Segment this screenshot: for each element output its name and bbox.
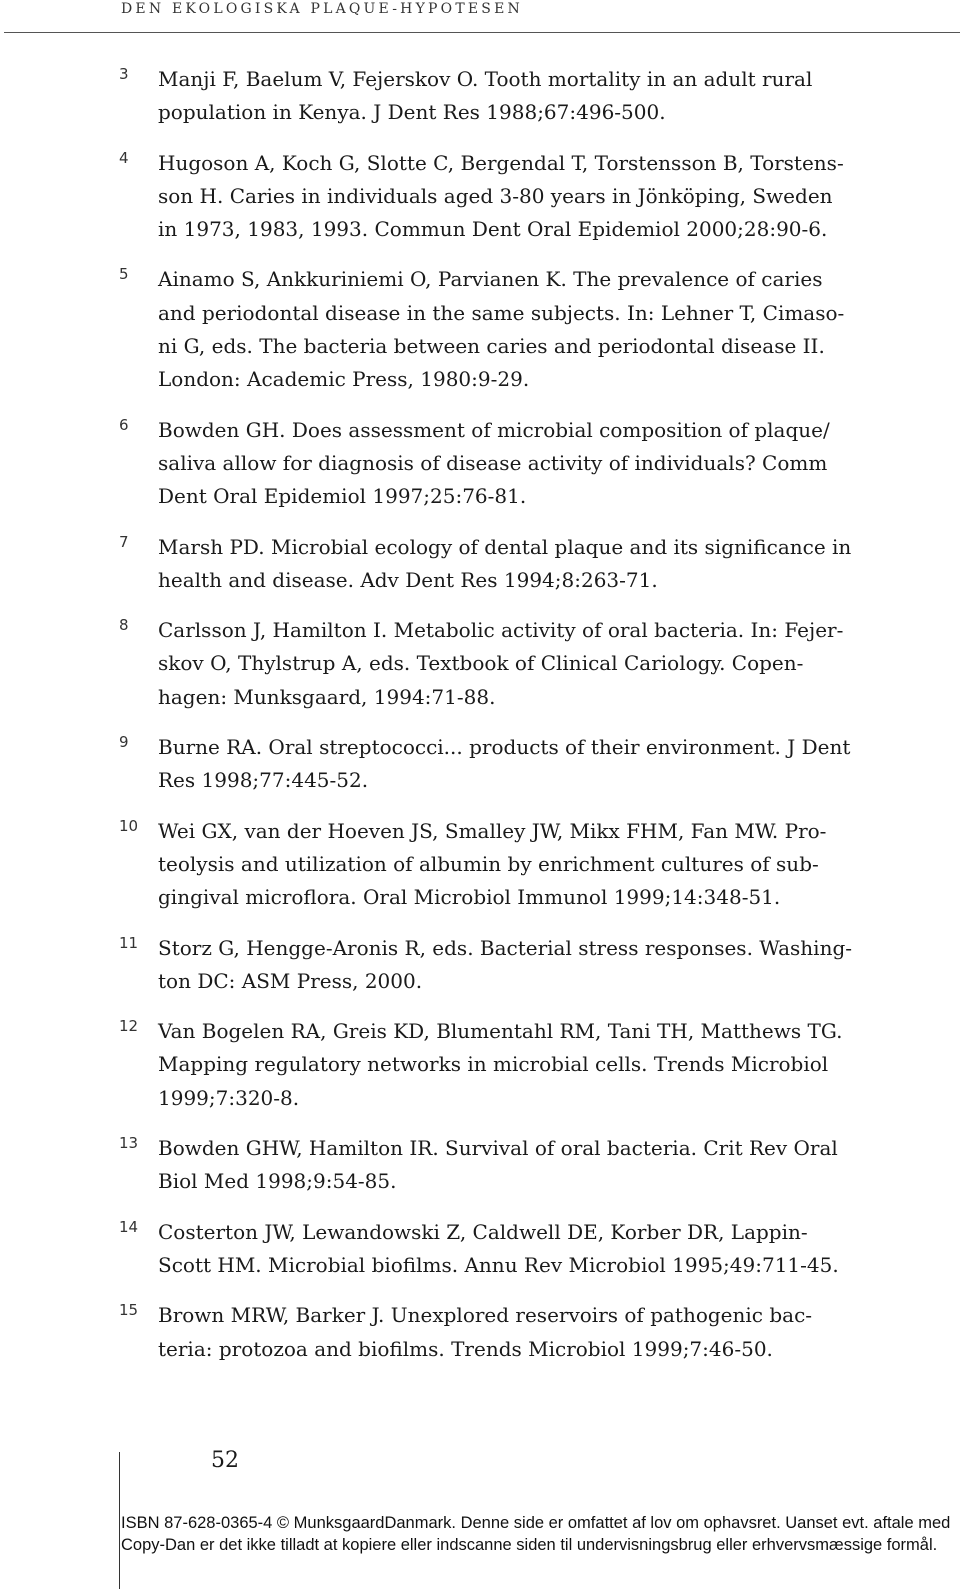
reference-item [0,414,960,514]
reference-text [158,531,918,598]
reference-line: teolysis and utilization of albumin by enrichment cultures of sub- [158,851,819,876]
reference-line: teria: protozoa and biofilms. Trends Microbiol 1999;7:46-50. [158,1336,773,1361]
reference-item [0,63,960,130]
reference-line: ni G, eds. The bacteria between caries and periodontal disease II. [158,334,825,359]
reference-number: 6 [119,415,129,434]
reference-text [158,731,918,798]
reference-text [158,1132,918,1199]
reference-line: Bowden GH. Does assessment of microbial composition of plaque/ [158,417,830,442]
reference-number: 10 [119,816,139,835]
reference-text [158,147,918,247]
reference-item [0,1132,960,1199]
reference-item [0,731,960,798]
reference-line: son H. Caries in individuals aged 3-80 years in Jönköping, Sweden [158,183,833,208]
reference-item [0,932,960,999]
reference-number: 3 [119,65,129,83]
reference-line: gingival microflora. Oral Microbiol Immunol 1999;14:348-51. [158,885,781,910]
reference-item [0,815,960,915]
reference-text [158,1015,918,1115]
reference-item [0,1015,960,1115]
reference-line: Costerton JW, Lewandowski Z, Caldwell DE, Korber DR, Lappin- [158,1219,808,1244]
reference-number: 4 [119,148,129,167]
reference-number: 15 [119,1301,139,1320]
reference-line: Storz G, Hengge-Aronis R, eds. Bacterial stress responses. Washing- [158,935,853,960]
reference-number: 8 [119,616,129,635]
reference-text [158,263,918,396]
reference-line: Hugoson A, Koch G, Slotte C, Bergendal T, Torstensson B, Torstens- [158,150,844,175]
reference-item [0,531,960,598]
reference-line: Scott HM. Microbial biofilms. Annu Rev Microbiol 1995;49:711-45. [158,1252,839,1277]
reference-line: Biol Med 1998;9:54-85. [158,1169,397,1194]
reference-number: 11 [119,933,139,952]
reference-line: in 1973, 1983, 1993. Commun Dent Oral Epidemiol 2000;28:90-6. [158,217,828,242]
reference-number: 9 [119,733,129,752]
reference-line: Manji F, Baelum V, Fejerskov O. Tooth mortality in an adult rural [158,67,813,91]
reference-number: 14 [119,1217,139,1236]
reference-line: Wei GX, van der Hoeven JS, Smalley JW, Mikx FHM, Fan MW. Pro- [158,818,827,843]
reference-text [158,932,918,999]
running-header: DEN EKOLOGISKA PLAQUE-HYPOTESEN [121,1,523,17]
reference-text [158,1299,918,1366]
reference-text [158,414,918,514]
reference-line: hagen: Munksgaard, 1994:71-88. [158,684,496,709]
reference-line: Marsh PD. Microbial ecology of dental plaque and its significance in [158,534,852,559]
reference-item [0,1299,960,1366]
reference-line: population in Kenya. J Dent Res 1988;67:496-500. [158,100,666,125]
copyright-line-2: Copy-Dan er det ikke tilladt at kopiere eller indscanne siden til undervisningsbrug eller erhvervsmæssige formål. [121,1536,938,1554]
reference-line: 1999;7:320-8. [158,1085,300,1110]
reference-line: Bowden GHW, Hamilton IR. Survival of oral bacteria. Crit Rev Oral [158,1136,838,1161]
reference-line: London: Academic Press, 1980:9-29. [158,367,530,392]
reference-line: and periodontal disease in the same subjects. In: Lehner T, Cimaso- [158,300,845,325]
footer-vertical-rule [119,1452,120,1589]
reference-line: Burne RA. Oral streptococci... products of their environment. J Dent [158,735,851,760]
reference-text [158,1216,918,1283]
header-divider [4,32,960,33]
page-number: 52 [211,1448,239,1473]
reference-line: ton DC: ASM Press, 2000. [158,968,423,993]
reference-number: 5 [119,265,129,284]
reference-item [0,263,960,396]
reference-line: saliva allow for diagnosis of disease activity of individuals? Comm [158,450,828,475]
reference-line: Van Bogelen RA, Greis KD, Blumentahl RM, Tani TH, Matthews TG. [158,1019,843,1044]
reference-line: Mapping regulatory networks in microbial cells. Trends Microbiol [158,1052,829,1077]
reference-item [0,614,960,714]
reference-line: Res 1998;77:445-52. [158,768,369,793]
reference-text [158,614,918,714]
reference-text [158,63,918,130]
reference-number: 12 [119,1017,139,1036]
reference-item [0,147,960,247]
reference-line: skov O, Thylstrup A, eds. Textbook of Clinical Cariology. Copen- [158,651,804,676]
copyright-line-1: ISBN 87-628-0365-4 © MunksgaardDanmark. Denne side er omfattet af lov om ophavsret. Uanset evt. aftale med [121,1514,951,1532]
reference-text [158,815,918,915]
reference-list [0,63,960,1383]
reference-line: Dent Oral Epidemiol 1997;25:76-81. [158,484,527,509]
reference-line: Ainamo S, Ankkuriniemi O, Parvianen K. The prevalence of caries [158,267,823,292]
reference-number: 13 [119,1134,139,1153]
reference-line: health and disease. Adv Dent Res 1994;8:263-71. [158,567,658,592]
copyright-notice [121,1512,950,1556]
reference-line: Brown MRW, Barker J. Unexplored reservoirs of pathogenic bac- [158,1303,813,1328]
reference-item [0,1216,960,1283]
reference-line: Carlsson J, Hamilton I. Metabolic activity of oral bacteria. In: Fejer- [158,618,844,643]
reference-number: 7 [119,532,129,551]
